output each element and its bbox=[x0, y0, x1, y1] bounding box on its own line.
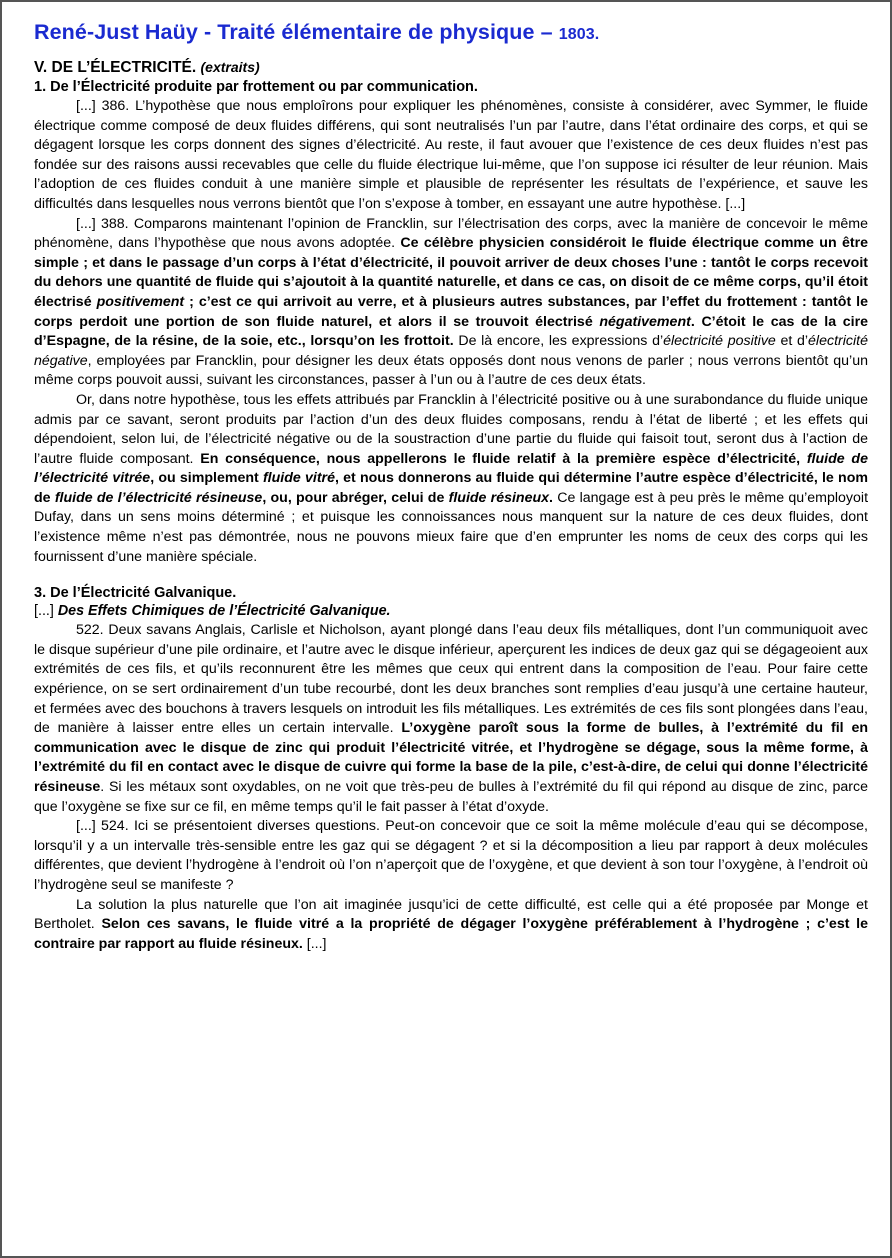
por-seg2: En conséquence, nous appellerons le fluide relatif à la première espèce d’électricité, bbox=[200, 450, 807, 467]
p522-seg1: 522. Deux savans Anglais, Carlisle et Nicholson, ayant plongé dans l’eau deux fils métalliques, dont l’un communiquoit avec le disque supérieur d’une pile ordinaire, et l’autre avec le disque inférieur, aperçurent les indices de deux gaz qui se dégageoient aux extrémités de ces fils, et qu’ils reconnurent être les mêmes que ceux qui entrent dans la composition de l’eau. Pour faire cette expérience, on se sert ordinairement d’un tube recourbé, dont les deux branches sont remplies d’eau jusqu’à une certaine hauteur, et fermées avec des bouchons à travers lesquels on introduit les fils métalliques. Les extrémités de ces fils sont plongées dans l’eau, de manière à laisser entre elles un certain intervalle. bbox=[34, 622, 868, 737]
psol-seg1: La solution la plus naturelle que l’on ait imaginée jusqu’ici de cette difficulté, est celle qui a été proposée par Monge et Bertholet. bbox=[34, 896, 868, 933]
section-spacer bbox=[20, 567, 872, 585]
section-heading-note: (extraits) bbox=[200, 59, 260, 75]
por-seg3: fluide de l’électricité vitrée bbox=[34, 450, 868, 487]
paragraph-522 bbox=[34, 621, 872, 817]
page-title-text: René-Just Haüy - Traité élémentaire de physique – bbox=[34, 20, 559, 44]
subsection-3-note-prefix: [...] bbox=[34, 603, 58, 620]
paragraph-or bbox=[34, 391, 872, 567]
section-heading-text: V. DE L’ÉLECTRICITÉ. bbox=[34, 59, 201, 76]
subsection-heading-3-note bbox=[34, 603, 872, 619]
por-seg11: Ce langage est à peu près le même qu’employoit Dufay, dans un sens moins déterminé ; et puisque les connoissances nous manquent sur la nature de ces deux fluides, dont l’existence même n’est pas démontrée, nous ne pouvons mieux faire que d’en emprunter les noms de ceux des corps qui les fournissent d’une manière spéciale. bbox=[34, 489, 869, 565]
paragraph-386 bbox=[34, 97, 872, 215]
subsection-3-note-text: Des Effets Chimiques de l’Électricité Galvanique. bbox=[57, 603, 391, 620]
paragraph-524 bbox=[34, 817, 872, 895]
p388-seg6: . C’étoit le cas de la cire d’Espagne, de la résine, de la soie, etc., lorsqu’on les frottoit. bbox=[34, 313, 868, 350]
por-seg5: fluide vitré bbox=[262, 470, 335, 487]
p388-seg10: électricité négative bbox=[34, 333, 868, 369]
p388-seg3: positivement bbox=[96, 293, 185, 310]
subsection-heading-3: 3. De l’Électricité Galvanique. bbox=[34, 585, 237, 602]
por-seg4: , ou simplement bbox=[150, 470, 263, 487]
por-seg7: fluide de l’électricité résineuse bbox=[54, 489, 263, 506]
p388-seg2: Ce célèbre physicien considéroit le fluide électrique comme un être simple ; et dans le passage d’un corps à l’état d’électricité, il pouvoit arriver de deux choses l’une : tantôt le corps recevoit du dehors une quantité de fluide qui s’ajoutoit à la quantité naturelle, et dans ce cas, on disoit de ce même corps, qu’il étoit électrisé bbox=[34, 235, 868, 310]
p522-seg2: L’oxygène paroît sous la forme de bulles, à l’extrémité du fil en communication avec le disque de zinc qui produit l’électricité vitrée, et l’hydrogène se dégage, sous la même forme, à l’extrémité du fil en contact avec le disque de cuivre qui forme la base de la pile, c’est-à-dire, de celui qui donne l’électricité résineuse bbox=[34, 720, 869, 795]
subsection-heading-1: 1. De l’Électricité produite par frottement ou par communication. bbox=[34, 79, 478, 95]
p388-seg5: négativement bbox=[599, 313, 691, 330]
por-seg9: fluide résineux bbox=[448, 489, 550, 506]
por-seg6: , et nous donnerons au fluide qui détermine l’autre espèce d’électricité, le nom de bbox=[34, 470, 868, 506]
p388-seg4: ; c’est ce qui arrivoit au verre, et à plusieurs autres substances, par l’effet du frottement : tantôt le corps perdoit une portion de son fluide naturel, et alors il se trouvoit électrisé bbox=[34, 293, 869, 330]
p388-seg9: et d’ bbox=[775, 333, 809, 350]
section-heading bbox=[34, 59, 872, 77]
paragraph-386-text: [...] 386. L’hypothèse que nous emploîrons pour expliquer les phénomènes, consiste à considérer, avec Symmer, le fluide électrique comme composé de deux fluides différens, qui sont neutralisés l’un par l’autre, dans l’état ordinaire des corps, et qui se dégagent lorsque les corps donnent des signes d’électricité. Au reste, il faut avouer que l’existence de ces deux fluides n’est pas fondée sur des raisons aussi recevables que celle du fluide électrique lui-même, que l’on suppose ici résulter de leur réunion. Mais l’adoption de ces fluides conduit à une manière simple et plausible de représenter les résultats de l’expérience, et sauve les difficultés dans lesquelles nous verrons bientôt que l’on s’expose à tomber, en essayant une autre hypothèse. [...] bbox=[34, 98, 868, 212]
page-title-year: 1803. bbox=[558, 26, 600, 43]
psol-seg2: Selon ces savans, le fluide vitré a la propriété de dégager l’oxygène préférablement à l’hydrogène ; c’est le contraire par rapport au fluide résineux. bbox=[34, 916, 868, 952]
psol-seg3: [...] bbox=[302, 935, 327, 952]
p388-seg8: électricité positive bbox=[663, 333, 776, 350]
por-seg10: . bbox=[549, 489, 553, 506]
por-seg1: Or, dans notre hypothèse, tous les effets attribués par Francklin à l’électricité positive ou à une surabondance du fluide unique admis par ce savant, seront produits par l’action d’un des deux fluides composans, rendu à l’état de liberté ; et les effets qui dépendoient, selon lui, de l’électricité négative ou de la soustraction d’une partie du fluide qui faisoit tout, seront dus à l’action de l’autre fluide composant. bbox=[34, 391, 868, 467]
page-title bbox=[34, 20, 872, 45]
paragraph-solution bbox=[34, 896, 872, 955]
paragraph-388 bbox=[34, 215, 872, 391]
por-seg8: , ou, pour abréger, celui de bbox=[262, 489, 449, 506]
p522-seg3: . Si les métaux sont oxydables, on ne voit que très-peu de bulles à l’extrémité du fil qui répond au disque de zinc, parce que l’oxygène se fixe sur ce fil, en même temps qu’il le fait passer à l’état d’oxyde. bbox=[34, 779, 868, 815]
p524-seg1: [...] 524. Ici se présentoient diverses questions. Peut-on concevoir que ce soit la même molécule d’eau qui se décompose, lorsqu’il y a un intervalle très-sensible entre les gaz qui se dégagent ? et si la décomposition a lieu par rapport à deux molécules différentes, que devient l’hydrogène à l’endroit où l’on n’aperçoit que de l’oxygène, et que devient à son tour l’oxygène, à l’endroit où l’hydrogène seul se manifeste ? bbox=[34, 818, 868, 893]
p388-seg11: , employées par Francklin, pour désigner les deux états opposés dont nous venons de parler ; nous verrons bientôt qu’un même corps pouvoit aussi, suivant les circonstances, passer à l’un ou à l’autre de ces deux états. bbox=[34, 352, 868, 389]
p388-seg1: [...] 388. Comparons maintenant l’opinion de Francklin, sur l’électrisation des corps, avec la manière de concevoir le même phénomène, dans l’hypothèse que nous avons adoptée. bbox=[34, 215, 868, 252]
p388-seg7: De là encore, les expressions d’ bbox=[453, 333, 664, 350]
